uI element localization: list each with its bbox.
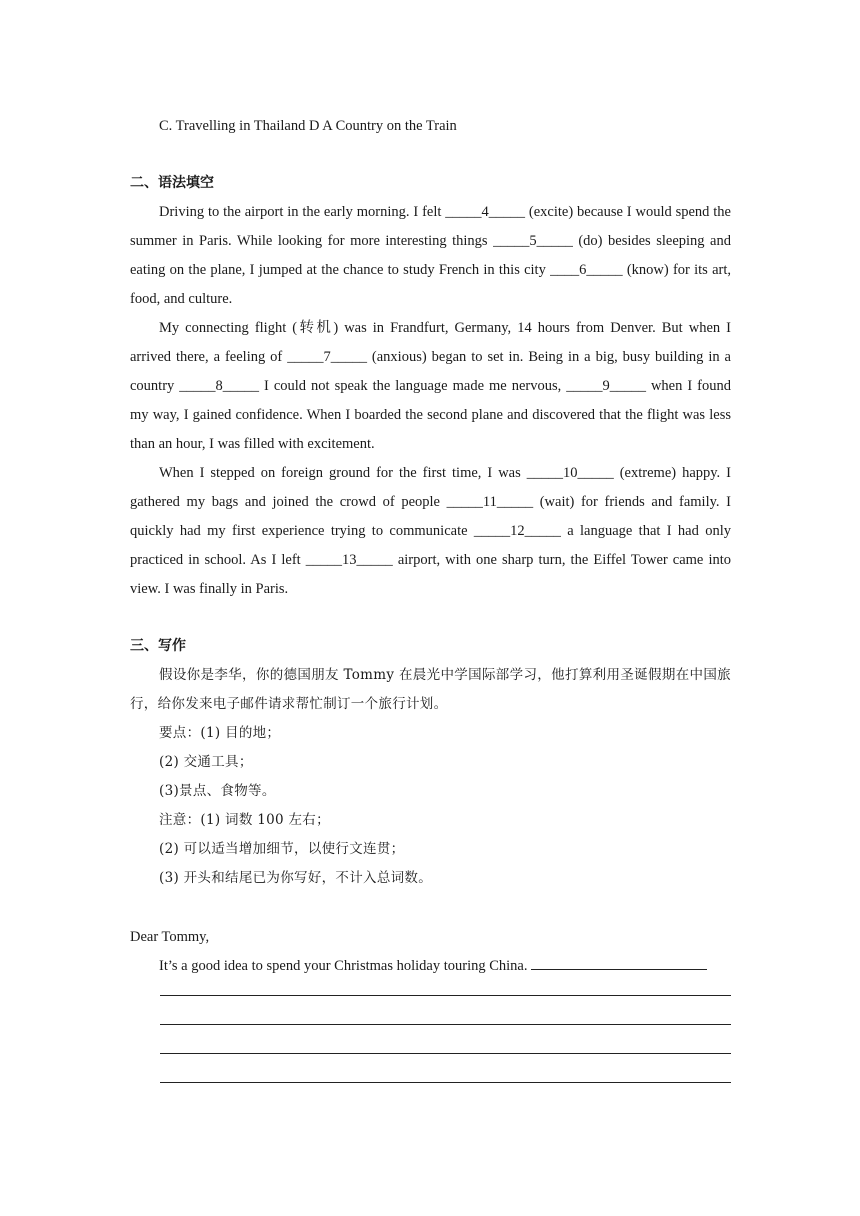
letter-opening-line <box>130 952 731 981</box>
answer-line[interactable] <box>160 1025 731 1054</box>
points-intro: 要点：(1) 目的地； <box>159 725 281 741</box>
notes-intro: 注意：(1) 词数 100 左右； <box>159 812 330 828</box>
answer-blank-inline[interactable] <box>531 957 707 970</box>
letter-salutation: Dear Tommy, <box>130 929 210 945</box>
section2-heading: 二、语法填空 <box>130 175 214 191</box>
cloze-paragraph-2: My connecting flight (转机) was in Frandfurt, Germany, 14 hours from Denver. But when I arrived there, a feeling of _____7_____ (anxious) began to set in. Being in a big, busy building in a country _____8_____ I could not speak the language made me nervous, _____9_____ when I found my way, I gained confidence. When I boarded the second plane and discovered that the flight was less than an hour, I was filled with excitement. <box>130 320 731 452</box>
cloze-paragraph-3: When I stepped on foreign ground for the first time, I was _____10_____ (extreme) happy. I gathered my bags and joined the crowd of people _____11_____ (wait) for friends and family. I quickly had my first experience trying to communicate _____12_____ a language that I had only practiced in school. As I left _____13_____ airport, with one sharp turn, the Eiffel Tower came into view. I was finally in Paris. <box>130 465 731 597</box>
writing-prompt: 假设你是李华，你的德国朋友 Tommy 在晨光中学国际部学习，他打算利用圣诞假期在中国旅行，给你发来电子邮件请求帮忙制订一个旅行计划。 <box>130 667 731 712</box>
letter-opening: It’s a good idea to spend your Christmas holiday touring China. <box>159 958 528 974</box>
point-item: (2) 交通工具； <box>159 754 253 770</box>
note-item: (2) 可以适当增加细节，以使行文连贯； <box>159 841 405 857</box>
note-item: (3) 开头和结尾已为你写好，不计入总词数。 <box>159 870 433 886</box>
document-content <box>130 112 731 1083</box>
answer-line[interactable] <box>160 996 731 1025</box>
cloze-paragraph-1: Driving to the airport in the early morning. I felt _____4_____ (excite) because I would spend the summer in Paris. While looking for more interesting things _____5_____ (do) besides sleeping and eating on the plane, I jumped at the chance to study French in this city ____6_____ (know) for its art, food, and culture. <box>130 204 731 307</box>
point-item: (3)景点、食物等。 <box>159 783 276 799</box>
section3-heading: 三、写作 <box>130 638 186 654</box>
options-line: C. Travelling in Thailand D A Country on the Train <box>159 118 457 134</box>
answer-line[interactable] <box>160 1054 731 1083</box>
answer-line[interactable] <box>160 981 731 996</box>
